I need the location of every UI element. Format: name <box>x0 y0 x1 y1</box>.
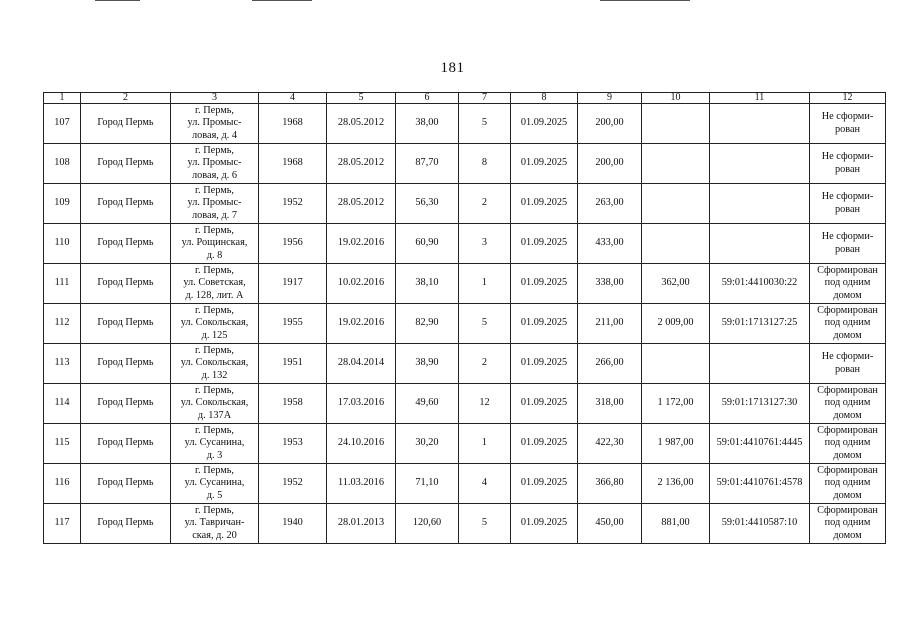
row-number: 114 <box>44 384 81 424</box>
address-line: д. 132 <box>201 369 228 381</box>
land-area-cell: 2 136,00 <box>642 464 710 504</box>
planned-date-cell: 01.09.2025 <box>511 264 578 304</box>
column-number: 8 <box>511 93 578 104</box>
count-cell: 5 <box>459 304 511 344</box>
status-cell <box>810 144 886 184</box>
table-row <box>44 344 886 384</box>
build-year-cell: 1956 <box>259 224 327 264</box>
cadastral-number-cell <box>710 224 810 264</box>
status-line: Не сформи- <box>821 191 874 203</box>
status-line: под одним <box>824 517 871 529</box>
status-line: Не сформи- <box>821 231 874 243</box>
status-line: Не сформи- <box>821 151 874 163</box>
column-number: 9 <box>578 93 642 104</box>
address-cell <box>171 184 259 224</box>
status-line: под одним <box>824 317 871 329</box>
planned-date-cell: 01.09.2025 <box>511 344 578 384</box>
address-line: д. 125 <box>201 329 228 341</box>
address-line: г. Пермь, <box>195 385 234 397</box>
municipality-cell: Город Пермь <box>81 464 171 504</box>
housing-register-table <box>43 92 886 544</box>
status-cell <box>810 424 886 464</box>
address-line: ловая, д. 7 <box>191 209 237 221</box>
status-line: под одним <box>824 397 871 409</box>
status-cell <box>810 224 886 264</box>
status-line: Сформирован <box>817 305 878 317</box>
municipality-cell: Город Пермь <box>81 224 171 264</box>
address-line: ул. Рощинская, <box>181 237 248 249</box>
table-row <box>44 144 886 184</box>
build-year-cell: 1951 <box>259 344 327 384</box>
address-line: ул. Сокольская, <box>180 397 249 409</box>
column-number: 2 <box>81 93 171 104</box>
address-line: ул. Сусанина, <box>184 437 245 449</box>
status-line: под одним <box>824 477 871 489</box>
status-line: Сформирован <box>817 465 878 477</box>
address-line: г. Пермь, <box>195 145 234 157</box>
count-cell: 5 <box>459 104 511 144</box>
land-area-cell: 1 172,00 <box>642 384 710 424</box>
cadastral-number-cell: 59:01:4410587:10 <box>710 504 810 544</box>
value-cell: 263,00 <box>578 184 642 224</box>
planned-date-cell: 01.09.2025 <box>511 184 578 224</box>
address-cell <box>171 304 259 344</box>
page-number: 181 <box>440 60 465 76</box>
address-line: д. 128, лит. А <box>185 289 244 301</box>
row-number: 115 <box>44 424 81 464</box>
address-cell <box>171 344 259 384</box>
land-area-cell: 2 009,00 <box>642 304 710 344</box>
municipality-cell: Город Пермь <box>81 304 171 344</box>
area-cell: 49,60 <box>396 384 459 424</box>
planned-date-cell: 01.09.2025 <box>511 104 578 144</box>
cadastral-number-cell <box>710 104 810 144</box>
column-number: 7 <box>459 93 511 104</box>
count-cell: 5 <box>459 504 511 544</box>
planned-date-cell: 01.09.2025 <box>511 384 578 424</box>
build-year-cell: 1968 <box>259 104 327 144</box>
status-line: Сформирован <box>817 385 878 397</box>
address-line: ловая, д. 4 <box>191 129 237 141</box>
date-cell: 28.04.2014 <box>327 344 396 384</box>
date-cell: 24.10.2016 <box>327 424 396 464</box>
area-cell: 56,30 <box>396 184 459 224</box>
area-cell: 38,00 <box>396 104 459 144</box>
count-cell: 1 <box>459 424 511 464</box>
scan-top-line-left <box>95 0 140 1</box>
status-cell <box>810 384 886 424</box>
build-year-cell: 1940 <box>259 504 327 544</box>
value-cell: 433,00 <box>578 224 642 264</box>
date-cell: 28.05.2012 <box>327 104 396 144</box>
date-cell: 10.02.2016 <box>327 264 396 304</box>
value-cell: 422,30 <box>578 424 642 464</box>
address-line: г. Пермь, <box>195 345 234 357</box>
cadastral-number-cell: 59:01:1713127:25 <box>710 304 810 344</box>
status-cell <box>810 464 886 504</box>
column-number: 10 <box>642 93 710 104</box>
address-line: ул. Тавричан- <box>184 517 245 529</box>
area-cell: 87,70 <box>396 144 459 184</box>
address-cell <box>171 224 259 264</box>
status-line: Сформирован <box>817 505 878 517</box>
status-cell <box>810 304 886 344</box>
value-cell: 366,80 <box>578 464 642 504</box>
status-cell <box>810 344 886 384</box>
area-cell: 38,90 <box>396 344 459 384</box>
status-line: под одним <box>824 277 871 289</box>
planned-date-cell: 01.09.2025 <box>511 424 578 464</box>
table-row <box>44 264 886 304</box>
date-cell: 11.03.2016 <box>327 464 396 504</box>
address-cell <box>171 464 259 504</box>
address-line: г. Пермь, <box>195 265 234 277</box>
address-line: д. 5 <box>206 489 223 501</box>
cadastral-number-cell: 59:01:1713127:30 <box>710 384 810 424</box>
status-line: домом <box>833 329 862 341</box>
address-line: г. Пермь, <box>195 505 234 517</box>
address-line: д. 137А <box>197 409 232 421</box>
address-cell <box>171 104 259 144</box>
build-year-cell: 1952 <box>259 464 327 504</box>
count-cell: 2 <box>459 344 511 384</box>
row-number: 113 <box>44 344 81 384</box>
address-line: г. Пермь, <box>195 185 234 197</box>
count-cell: 4 <box>459 464 511 504</box>
column-number: 12 <box>810 93 886 104</box>
status-cell <box>810 264 886 304</box>
build-year-cell: 1955 <box>259 304 327 344</box>
cadastral-number-cell <box>710 184 810 224</box>
build-year-cell: 1958 <box>259 384 327 424</box>
address-line: ул. Советская, <box>183 277 246 289</box>
address-cell <box>171 504 259 544</box>
address-line: г. Пермь, <box>195 225 234 237</box>
cadastral-number-cell <box>710 144 810 184</box>
municipality-cell: Город Пермь <box>81 104 171 144</box>
row-number: 107 <box>44 104 81 144</box>
status-line: рован <box>834 123 861 135</box>
address-line: ул. Сокольская, <box>180 317 249 329</box>
column-number: 6 <box>396 93 459 104</box>
planned-date-cell: 01.09.2025 <box>511 144 578 184</box>
status-line: под одним <box>824 437 871 449</box>
area-cell: 120,60 <box>396 504 459 544</box>
area-cell: 38,10 <box>396 264 459 304</box>
status-line: рован <box>834 163 861 175</box>
value-cell: 200,00 <box>578 144 642 184</box>
value-cell: 200,00 <box>578 104 642 144</box>
column-number-row <box>44 93 886 104</box>
address-cell <box>171 264 259 304</box>
status-line: домом <box>833 489 862 501</box>
table-row <box>44 424 886 464</box>
count-cell: 12 <box>459 384 511 424</box>
date-cell: 28.01.2013 <box>327 504 396 544</box>
status-line: домом <box>833 409 862 421</box>
count-cell: 3 <box>459 224 511 264</box>
address-line: ул. Промыс- <box>187 157 242 169</box>
value-cell: 318,00 <box>578 384 642 424</box>
address-line: г. Пермь, <box>195 465 234 477</box>
address-cell <box>171 424 259 464</box>
address-line: д. 8 <box>206 249 223 261</box>
row-number: 111 <box>44 264 81 304</box>
table-row <box>44 464 886 504</box>
land-area-cell: 362,00 <box>642 264 710 304</box>
build-year-cell: 1953 <box>259 424 327 464</box>
row-number: 108 <box>44 144 81 184</box>
column-number: 1 <box>44 93 81 104</box>
value-cell: 338,00 <box>578 264 642 304</box>
status-cell <box>810 504 886 544</box>
address-line: г. Пермь, <box>195 425 234 437</box>
address-line: г. Пермь, <box>195 105 234 117</box>
value-cell: 211,00 <box>578 304 642 344</box>
area-cell: 82,90 <box>396 304 459 344</box>
value-cell: 450,00 <box>578 504 642 544</box>
address-cell <box>171 384 259 424</box>
municipality-cell: Город Пермь <box>81 424 171 464</box>
value-cell: 266,00 <box>578 344 642 384</box>
status-line: Не сформи- <box>821 111 874 123</box>
status-line: Не сформи- <box>821 351 874 363</box>
row-number: 116 <box>44 464 81 504</box>
table-row <box>44 104 886 144</box>
municipality-cell: Город Пермь <box>81 184 171 224</box>
land-area-cell <box>642 344 710 384</box>
status-line: Сформирован <box>817 265 878 277</box>
land-area-cell: 1 987,00 <box>642 424 710 464</box>
planned-date-cell: 01.09.2025 <box>511 304 578 344</box>
area-cell: 30,20 <box>396 424 459 464</box>
date-cell: 19.02.2016 <box>327 224 396 264</box>
municipality-cell: Город Пермь <box>81 384 171 424</box>
status-line: рован <box>834 363 861 375</box>
scan-top-line-middle <box>252 0 312 1</box>
address-line: ул. Сусанина, <box>184 477 245 489</box>
column-number: 5 <box>327 93 396 104</box>
land-area-cell <box>642 144 710 184</box>
table-row <box>44 504 886 544</box>
scan-top-line-right <box>600 0 690 1</box>
status-line: домом <box>833 449 862 461</box>
municipality-cell: Город Пермь <box>81 144 171 184</box>
address-line: ул. Сокольская, <box>180 357 249 369</box>
land-area-cell: 881,00 <box>642 504 710 544</box>
status-line: рован <box>834 243 861 255</box>
land-area-cell <box>642 104 710 144</box>
planned-date-cell: 01.09.2025 <box>511 224 578 264</box>
row-number: 112 <box>44 304 81 344</box>
date-cell: 28.05.2012 <box>327 144 396 184</box>
address-line: ул. Промыс- <box>187 117 242 129</box>
municipality-cell: Город Пермь <box>81 504 171 544</box>
land-area-cell <box>642 184 710 224</box>
build-year-cell: 1968 <box>259 144 327 184</box>
table-row <box>44 384 886 424</box>
cadastral-number-cell <box>710 344 810 384</box>
address-line: ская, д. 20 <box>192 529 237 541</box>
status-line: домом <box>833 529 862 541</box>
column-number: 3 <box>171 93 259 104</box>
status-line: Сформирован <box>817 425 878 437</box>
date-cell: 28.05.2012 <box>327 184 396 224</box>
column-number: 11 <box>710 93 810 104</box>
table-row <box>44 224 886 264</box>
planned-date-cell: 01.09.2025 <box>511 464 578 504</box>
area-cell: 71,10 <box>396 464 459 504</box>
date-cell: 19.02.2016 <box>327 304 396 344</box>
status-line: рован <box>834 203 861 215</box>
column-number: 4 <box>259 93 327 104</box>
municipality-cell: Город Пермь <box>81 264 171 304</box>
address-cell <box>171 144 259 184</box>
table-row <box>44 184 886 224</box>
municipality-cell: Город Пермь <box>81 344 171 384</box>
row-number: 109 <box>44 184 81 224</box>
date-cell: 17.03.2016 <box>327 384 396 424</box>
status-line: домом <box>833 289 862 301</box>
count-cell: 1 <box>459 264 511 304</box>
address-line: г. Пермь, <box>195 305 234 317</box>
address-line: д. 3 <box>206 449 223 461</box>
status-cell <box>810 184 886 224</box>
count-cell: 2 <box>459 184 511 224</box>
build-year-cell: 1952 <box>259 184 327 224</box>
cadastral-number-cell: 59:01:4410761:4578 <box>710 464 810 504</box>
status-cell <box>810 104 886 144</box>
table-row <box>44 304 886 344</box>
cadastral-number-cell: 59:01:4410030:22 <box>710 264 810 304</box>
area-cell: 60,90 <box>396 224 459 264</box>
count-cell: 8 <box>459 144 511 184</box>
land-area-cell <box>642 224 710 264</box>
row-number: 110 <box>44 224 81 264</box>
build-year-cell: 1917 <box>259 264 327 304</box>
cadastral-number-cell: 59:01:4410761:4445 <box>710 424 810 464</box>
planned-date-cell: 01.09.2025 <box>511 504 578 544</box>
row-number: 117 <box>44 504 81 544</box>
address-line: ул. Промыс- <box>187 197 242 209</box>
address-line: ловая, д. 6 <box>191 169 237 181</box>
